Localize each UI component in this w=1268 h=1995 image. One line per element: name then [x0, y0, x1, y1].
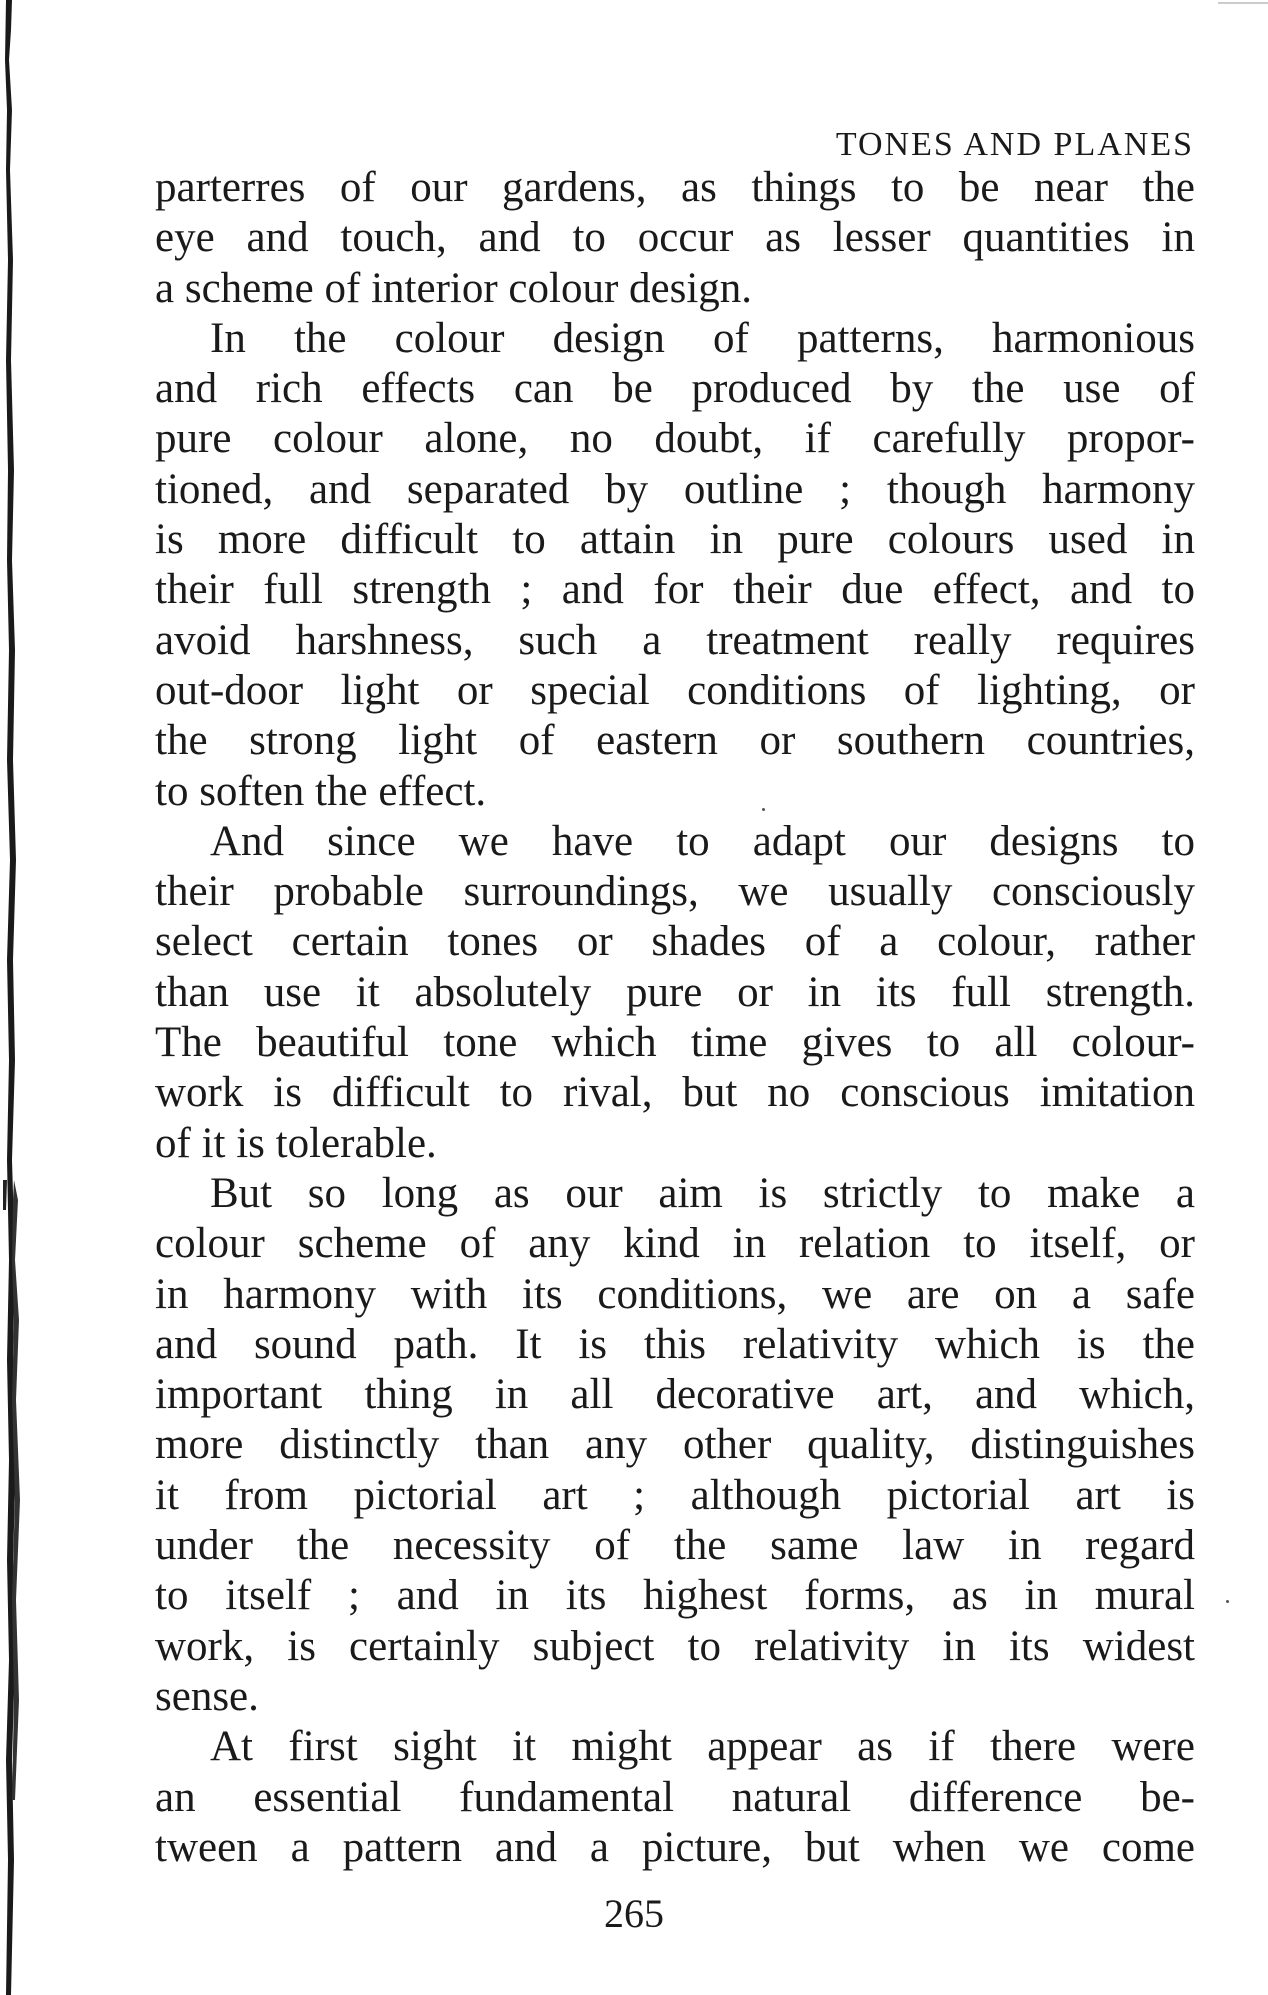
text-line: is more difficult to attain in pure colours used in — [155, 516, 1195, 564]
text-line: pure colour alone, no doubt, if carefully propor- — [155, 415, 1195, 463]
text-line: In the colour design of patterns, harmonious — [210, 314, 1195, 362]
body-text — [155, 163, 1195, 1873]
page-number: 265 — [604, 1891, 664, 1936]
text-line: avoid harshness, such a treatment really requires — [155, 616, 1195, 664]
paragraph — [155, 163, 1195, 314]
paper-speck — [1226, 1600, 1229, 1603]
text-line: tween a pattern and a picture, but when we come — [155, 1823, 1195, 1871]
text-line: it from pictorial art ; although pictorial art is — [155, 1471, 1195, 1519]
text-line: to itself ; and in its highest forms, as in mural — [155, 1572, 1195, 1620]
text-line: a scheme of interior colour design. — [155, 264, 753, 312]
text-line: in harmony with its conditions, we are on a safe — [155, 1270, 1195, 1318]
binding-edge-shadow — [0, 0, 40, 1995]
text-line: At first sight it might appear as if there were — [210, 1723, 1195, 1771]
text-line: an essential fundamental natural difference be- — [155, 1773, 1195, 1821]
text-line: than use it absolutely pure or in its full strength. — [155, 968, 1195, 1016]
paper-speck — [762, 808, 765, 811]
text-line: select certain tones or shades of a colour, rather — [155, 918, 1195, 966]
text-line: out-door light or special conditions of lighting, or — [155, 666, 1195, 714]
text-line: their full strength ; and for their due effect, and to — [155, 566, 1195, 614]
text-line: of it is tolerable. — [155, 1119, 437, 1167]
text-line: tioned, and separated by outline ; though harmony — [155, 465, 1195, 513]
text-line: more distinctly than any other quality, distinguishes — [155, 1421, 1195, 1469]
text-line: But so long as our aim is strictly to make a — [210, 1169, 1195, 1217]
text-line: colour scheme of any kind in relation to itself, or — [155, 1220, 1195, 1268]
text-line: parterres of our gardens, as things to be near the — [155, 164, 1195, 211]
text-line: the strong light of eastern or southern countries, — [155, 717, 1195, 765]
text-line: important thing in all decorative art, and which, — [155, 1371, 1195, 1419]
text-line: sense. — [155, 1672, 259, 1720]
text-line: and rich effects can be produced by the use of — [155, 365, 1195, 413]
corner-rule-mark — [1218, 0, 1268, 14]
text-line: their probable surroundings, we usually consciously — [155, 868, 1195, 916]
text-line: eye and touch, and to occur as lesser quantities in — [155, 214, 1195, 262]
running-head: TONES AND PLANES — [835, 126, 1194, 163]
paragraph — [155, 1722, 1195, 1873]
paragraph — [155, 817, 1195, 1169]
text-line: and sound path. It is this relativity which is the — [155, 1320, 1195, 1368]
text-line: The beautiful tone which time gives to all colour- — [155, 1019, 1195, 1067]
text-line: And since we have to adapt our designs to — [210, 817, 1195, 865]
text-line: under the necessity of the same law in regard — [155, 1522, 1195, 1570]
text-line: to soften the effect. — [155, 767, 487, 815]
text-line: work is difficult to rival, but no conscious imitation — [155, 1069, 1195, 1117]
paragraph — [155, 314, 1195, 817]
paragraph — [155, 1169, 1195, 1722]
text-line: work, is certainly subject to relativity in its widest — [155, 1622, 1195, 1670]
